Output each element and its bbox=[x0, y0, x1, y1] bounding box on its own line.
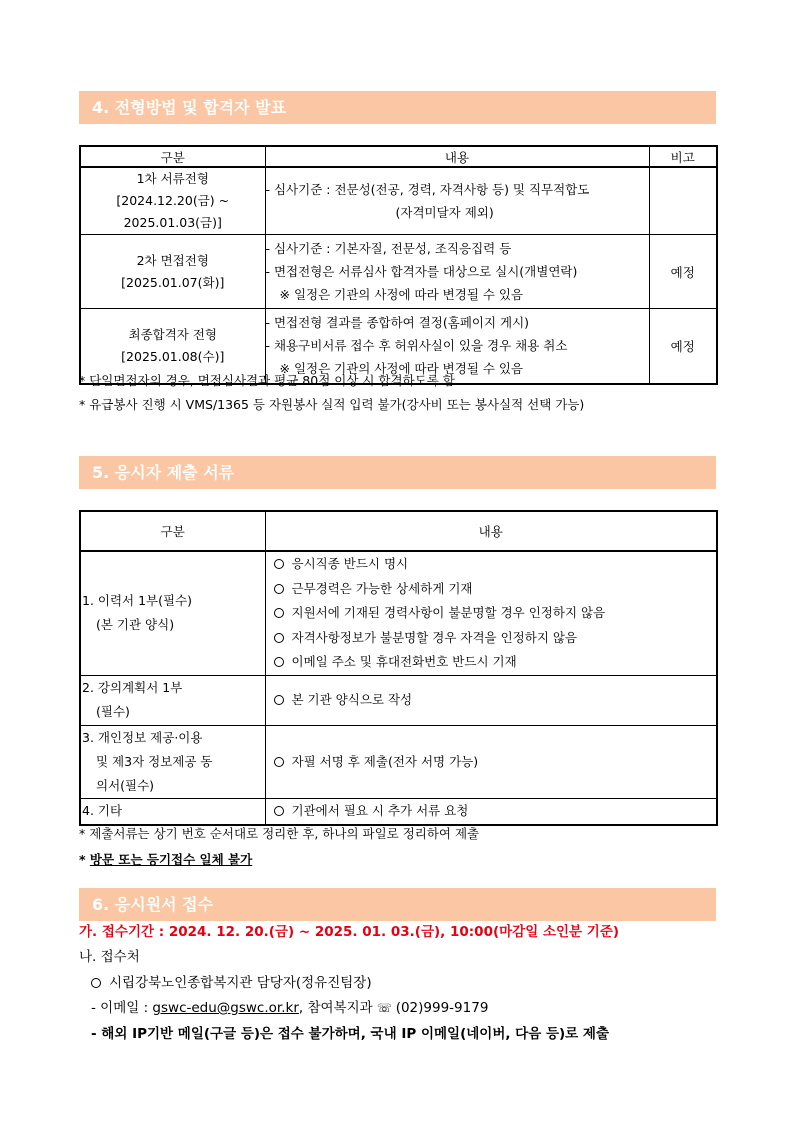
stage-name: 1차 서류전형 bbox=[136, 171, 209, 186]
stage-name: 최종합격자 전형 bbox=[128, 326, 217, 342]
document-name-line: (필수) bbox=[96, 704, 130, 720]
section-4-header: 4. 전형방법 및 합격자 발표 bbox=[79, 91, 716, 124]
content-line: - 면접전형 결과를 종합하여 결정(홈페이지 게시) bbox=[265, 315, 530, 331]
application-period: 가. 접수기간 : 2024. 12. 20.(금) ~ 2025. 01. 03.(금), 10:00(마감일 소인분 기준) bbox=[79, 924, 620, 940]
table-header-row bbox=[80, 511, 717, 551]
list-item-text: 본 기관 양식으로 작성 bbox=[291, 692, 413, 708]
note-prefix: * bbox=[79, 852, 90, 867]
content-line: ※ 일정은 기관의 사정에 따라 변경될 수 있음 bbox=[279, 361, 524, 377]
section-5-warning-note bbox=[79, 850, 252, 868]
stage-content bbox=[265, 167, 649, 235]
section-6-header: 6. 응시원서 접수 bbox=[79, 888, 716, 921]
email-label: - 이메일 : bbox=[91, 1000, 153, 1016]
email-link[interactable]: gswc-edu@gswc.or.kr bbox=[152, 1000, 299, 1016]
table-row bbox=[80, 551, 717, 675]
required-documents-table bbox=[79, 510, 718, 826]
table-row bbox=[80, 798, 717, 824]
list-item-text: 지원서에 기재된 경력사항이 불분명할 경우 인정하지 않음 bbox=[291, 605, 606, 621]
document-name bbox=[80, 798, 265, 824]
header-note: 비고 bbox=[649, 146, 717, 167]
stage-note: 예정 bbox=[649, 309, 717, 384]
circle-bullet-icon bbox=[274, 633, 284, 643]
list-item bbox=[274, 688, 717, 713]
circle-bullet-icon bbox=[274, 757, 284, 767]
stage-date: [2025.01.07(화)] bbox=[121, 274, 225, 290]
list-item-text: 근무경력은 가능한 상세하게 기재 bbox=[291, 580, 473, 596]
telephone-icon: ☏ bbox=[376, 1001, 392, 1015]
header-category: 구분 bbox=[80, 511, 265, 551]
table-row bbox=[80, 675, 717, 725]
content-line: ※ 일정은 기관의 사정에 따라 변경될 수 있음 bbox=[279, 287, 524, 302]
section-4-note: * 단일면접자의 경우, 면접심사결과 평균 80점 이상 시 합격하도록 함. bbox=[79, 373, 459, 388]
document-requirements bbox=[265, 551, 717, 675]
stage-name: 2차 면접전형 bbox=[136, 252, 209, 268]
stage-cell bbox=[80, 167, 265, 235]
circle-bullet-icon bbox=[274, 584, 284, 594]
circle-bullet-icon bbox=[274, 806, 284, 816]
document-requirements bbox=[265, 798, 717, 824]
circle-bullet-icon bbox=[91, 978, 101, 988]
document-name-line: 2. 강의계획서 1부 bbox=[82, 680, 183, 696]
email-line bbox=[91, 996, 488, 1016]
list-item bbox=[274, 601, 717, 626]
circle-bullet-icon bbox=[274, 695, 284, 705]
list-item-text: 기관에서 필요 시 추가 서류 요청 bbox=[291, 802, 469, 818]
circle-bullet-icon bbox=[274, 657, 284, 667]
table-row bbox=[80, 235, 717, 309]
list-item-text: 이메일 주소 및 휴대전화번호 반드시 기재 bbox=[291, 654, 517, 670]
section-5-header: 5. 응시자 제출 서류 bbox=[79, 456, 716, 489]
list-item bbox=[274, 577, 717, 602]
header-content: 내용 bbox=[265, 511, 717, 551]
circle-bullet-icon bbox=[274, 559, 284, 569]
document-name-line: 4. 기타 bbox=[82, 803, 123, 819]
application-place-label: 나. 접수처 bbox=[79, 949, 140, 965]
header-content: 내용 bbox=[265, 146, 649, 167]
document-name bbox=[80, 675, 265, 725]
document-requirements bbox=[265, 675, 717, 725]
document-requirements bbox=[265, 725, 717, 798]
email-warning: - 해외 IP기반 메일(구글 등)은 접수 불가하며, 국내 IP 이메일(네이버, 다음 등)로 제출 bbox=[91, 1026, 610, 1042]
content-line: - 면접전형은 서류심사 합격자를 대상으로 실시(개별연락) bbox=[265, 264, 578, 279]
content-line: - 채용구비서류 접수 후 허위사실이 있을 경우 채용 취소 bbox=[265, 338, 568, 354]
document-name-line: 3. 개인정보 제공·이용 bbox=[82, 729, 203, 745]
section-4-note: * 유급봉사 진행 시 VMS/1365 등 자원봉사 실적 입력 불가(강사비 또는 봉사실적 선택 가능) bbox=[79, 397, 585, 412]
table-header-row bbox=[80, 146, 717, 167]
circle-bullet-icon bbox=[274, 608, 284, 618]
list-item bbox=[274, 650, 717, 675]
section-5-note: * 제출서류는 상기 번호 순서대로 정리한 후, 하나의 파일로 정리하여 제출 bbox=[79, 826, 480, 841]
content-line: - 심사기준 : 전문성(전공, 경력, 자격사항 등) 및 직무적합도 bbox=[265, 182, 590, 197]
content-line: - 심사기준 : 기본자질, 전문성, 조직응집력 등 bbox=[265, 241, 512, 256]
list-item bbox=[274, 626, 717, 651]
contact-person: 시립강북노인종합복지관 담당자(정유진팀장) bbox=[109, 975, 372, 991]
stage-note: 예정 bbox=[649, 235, 717, 309]
document-name-line: 의서(필수) bbox=[96, 777, 155, 793]
list-item bbox=[274, 799, 717, 824]
table-row bbox=[80, 725, 717, 798]
stage-cell bbox=[80, 235, 265, 309]
application-place-item bbox=[91, 971, 372, 991]
document-name-line: (본 기관 양식) bbox=[96, 617, 175, 633]
department-label: , 참여복지과 bbox=[298, 1000, 373, 1016]
list-item-text: 자격사항정보가 불분명할 경우 자격을 인정하지 않음 bbox=[291, 629, 578, 645]
selection-method-table bbox=[79, 145, 718, 385]
stage-content bbox=[265, 235, 649, 309]
document-name bbox=[80, 551, 265, 675]
document-name-line: 1. 이력서 1부(필수) bbox=[82, 593, 193, 609]
document-name bbox=[80, 725, 265, 798]
note-underlined-text: 방문 또는 등기접수 일체 불가 bbox=[89, 852, 253, 867]
list-item-text: 자필 서명 후 제출(전자 서명 가능) bbox=[291, 753, 479, 769]
phone-number: (02)999-9179 bbox=[395, 1000, 489, 1016]
content-line: (자격미달자 제외) bbox=[395, 205, 494, 220]
list-item bbox=[274, 552, 717, 577]
list-item bbox=[274, 750, 717, 775]
stage-date: [2024.12.20(금) ~ 2025.01.03(금)] bbox=[116, 193, 230, 230]
header-category: 구분 bbox=[80, 146, 265, 167]
stage-note bbox=[649, 167, 717, 235]
list-item-text: 응시직종 반드시 명시 bbox=[291, 556, 409, 571]
table-row bbox=[80, 167, 717, 235]
document-name-line: 및 제3자 정보제공 동 bbox=[96, 753, 213, 769]
stage-date: [2025.01.08(수)] bbox=[121, 348, 225, 364]
